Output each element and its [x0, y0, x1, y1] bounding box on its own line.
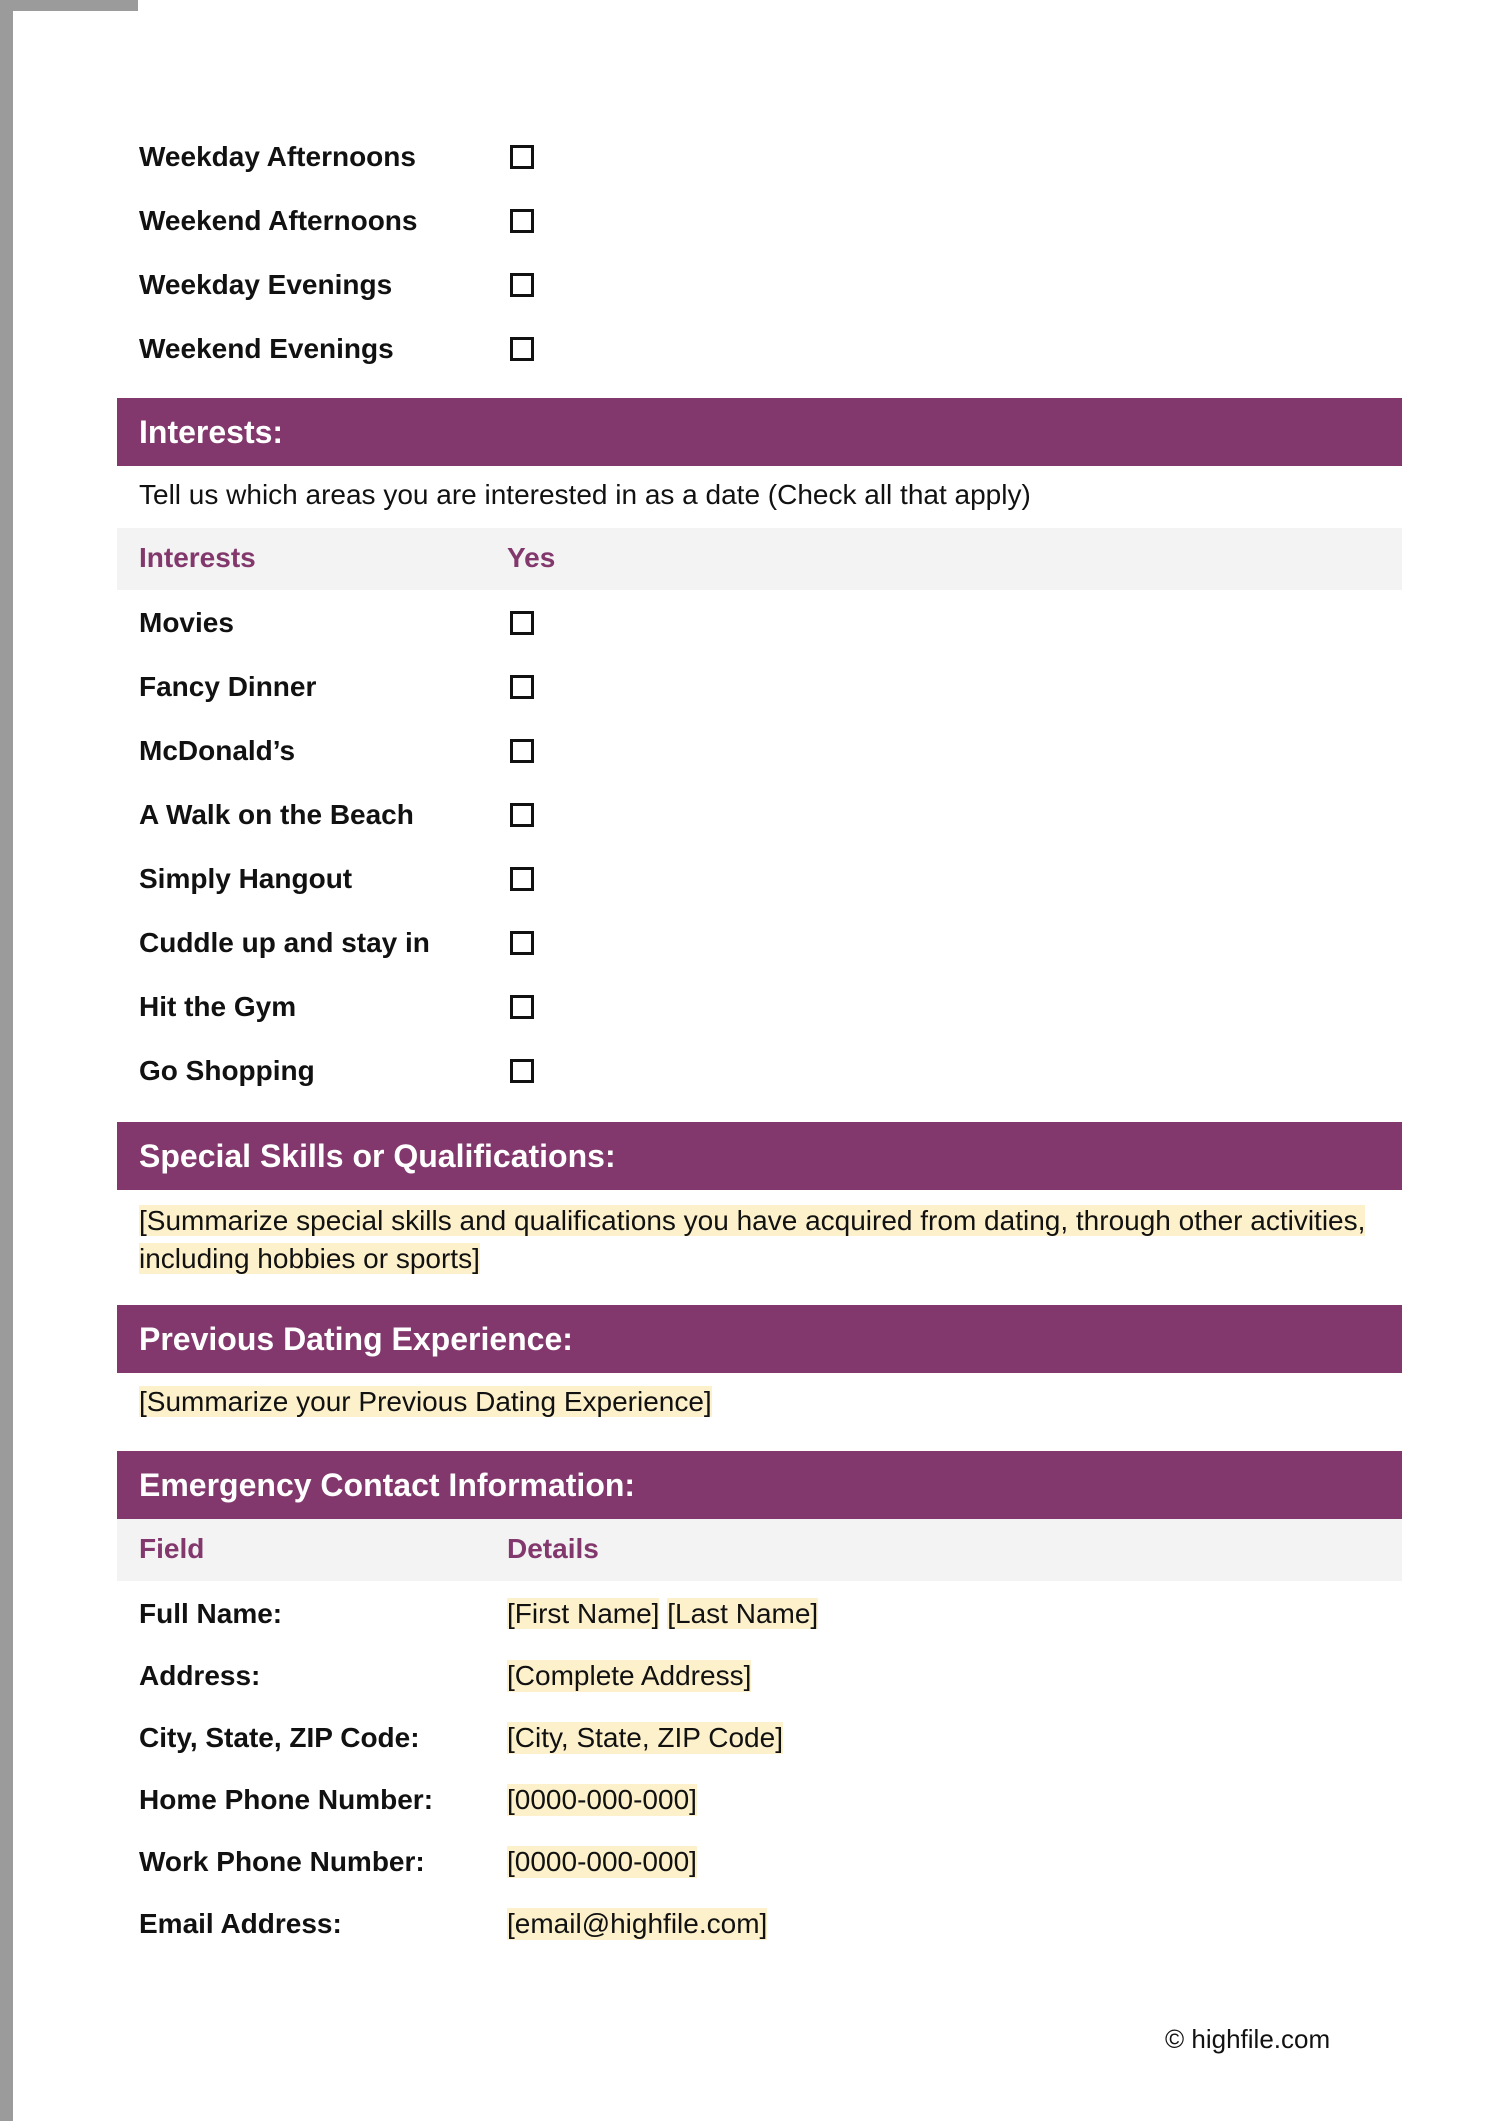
home-phone-value[interactable]: [0000-000-000]: [507, 1784, 697, 1815]
emergency-row: [117, 1644, 1402, 1708]
interests-column-header: Interests: [139, 542, 256, 573]
interest-row: [117, 591, 1402, 655]
city-state-zip-value[interactable]: [City, State, ZIP Code]: [507, 1722, 783, 1753]
address-value[interactable]: [Complete Address]: [507, 1660, 752, 1691]
emergency-table-header: [117, 1519, 1402, 1581]
experience-section-header: [117, 1305, 1402, 1373]
field-label: Home Phone Number:: [139, 1784, 434, 1815]
interest-row: [117, 847, 1402, 911]
emergency-row: [117, 1582, 1402, 1646]
emergency-title: Emergency Contact Information:: [139, 1466, 636, 1503]
interest-label: A Walk on the Beach: [139, 799, 414, 830]
interest-row: [117, 1039, 1402, 1103]
interest-label: Hit the Gym: [139, 991, 297, 1022]
interest-checkbox[interactable]: [510, 995, 534, 1019]
interest-row: [117, 975, 1402, 1039]
interest-label: Simply Hangout: [139, 863, 353, 894]
interest-row: [117, 783, 1402, 847]
skills-placeholder[interactable]: [139, 1202, 1399, 1278]
experience-placeholder-text: [Summarize your Previous Dating Experience]: [139, 1386, 712, 1417]
interest-checkbox[interactable]: [510, 1059, 534, 1083]
availability-label: Weekend Evenings: [139, 333, 394, 364]
first-name-placeholder: [First Name]: [507, 1598, 660, 1629]
interest-row: [117, 655, 1402, 719]
interest-label: Cuddle up and stay in: [139, 927, 430, 958]
interest-checkbox[interactable]: [510, 611, 534, 635]
interest-label: Go Shopping: [139, 1055, 315, 1086]
field-label: Work Phone Number:: [139, 1846, 425, 1877]
availability-row: [117, 317, 1402, 381]
page-edge-top: [0, 0, 138, 11]
interest-label: Movies: [139, 607, 234, 638]
interest-label: McDonald’s: [139, 735, 296, 766]
skills-placeholder-line: [Summarize special skills and qualifications you have acquired from dating, through other activities,: [139, 1205, 1366, 1236]
interest-checkbox[interactable]: [510, 931, 534, 955]
emergency-row: [117, 1892, 1402, 1956]
yes-column-header: Yes: [507, 542, 556, 573]
availability-label: Weekday Afternoons: [139, 141, 416, 172]
field-label: Address:: [139, 1660, 261, 1691]
interest-row: [117, 911, 1402, 975]
skills-placeholder-line: including hobbies or sports]: [139, 1243, 480, 1274]
interest-label: Fancy Dinner: [139, 671, 317, 702]
field-column-header: Field: [139, 1533, 205, 1564]
emergency-row: [117, 1706, 1402, 1770]
emergency-row: [117, 1768, 1402, 1832]
interests-title: Interests:: [139, 413, 284, 450]
interest-checkbox[interactable]: [510, 739, 534, 763]
footer-copyright: © highfile.com: [1165, 2024, 1331, 2054]
availability-label: Weekend Afternoons: [139, 205, 418, 236]
interest-row: [117, 719, 1402, 783]
experience-title: Previous Dating Experience:: [139, 1320, 573, 1357]
page-edge-left: [0, 0, 13, 2121]
interest-checkbox[interactable]: [510, 867, 534, 891]
availability-row: [117, 189, 1402, 253]
full-name-value[interactable]: [507, 1598, 818, 1630]
interests-section-header: [117, 398, 1402, 466]
skills-section-header: [117, 1122, 1402, 1190]
interests-instruction: Tell us which areas you are interested in as a date (Check all that apply): [139, 479, 1031, 510]
availability-row: [117, 253, 1402, 317]
field-label: Full Name:: [139, 1598, 283, 1629]
experience-placeholder[interactable]: [139, 1386, 712, 1418]
details-column-header: Details: [507, 1533, 599, 1564]
availability-row: [117, 125, 1402, 189]
interest-checkbox[interactable]: [510, 675, 534, 699]
email-value[interactable]: [email@highfile.com]: [507, 1908, 768, 1939]
field-label: Email Address:: [139, 1908, 342, 1939]
emergency-section-header: [117, 1451, 1402, 1519]
skills-title: Special Skills or Qualifications:: [139, 1137, 616, 1174]
interests-table-header: [117, 528, 1402, 590]
interest-checkbox[interactable]: [510, 803, 534, 827]
availability-checkbox[interactable]: [510, 337, 534, 361]
last-name-placeholder: [Last Name]: [667, 1598, 819, 1629]
field-label: City, State, ZIP Code:: [139, 1722, 420, 1753]
emergency-row: [117, 1830, 1402, 1894]
availability-label: Weekday Evenings: [139, 269, 393, 300]
availability-checkbox[interactable]: [510, 145, 534, 169]
work-phone-value[interactable]: [0000-000-000]: [507, 1846, 697, 1877]
availability-checkbox[interactable]: [510, 273, 534, 297]
availability-checkbox[interactable]: [510, 209, 534, 233]
